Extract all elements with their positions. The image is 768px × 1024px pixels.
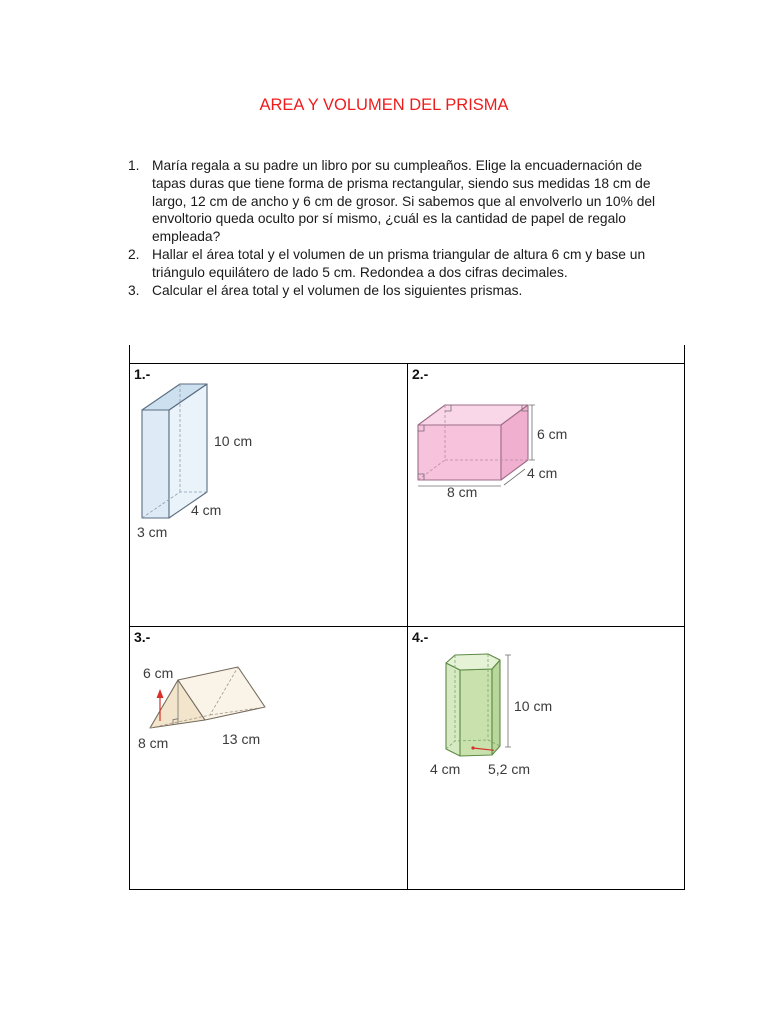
problem-text-line: empleada? (152, 229, 221, 245)
figure-2-depth-label: 4 cm (527, 465, 558, 481)
figure-4-height-dimension-line (505, 655, 511, 747)
problem-list (128, 157, 655, 299)
figure-2-height-dimension-line (529, 405, 535, 460)
figure-3-length-label: 13 cm (222, 731, 261, 747)
problem-number: 1. (128, 158, 140, 173)
table-cell-4 (407, 626, 685, 890)
figure-2 (408, 364, 684, 626)
figure-4-left-face (446, 663, 460, 756)
problem-text-line: tapas duras que tiene forma de prisma rectangular, siendo sus medidas 18 cm de (152, 175, 651, 191)
problem-item-1 (128, 157, 655, 246)
figure-4-base-center-dot (471, 746, 474, 749)
figure-3-height-label: 6 cm (143, 665, 174, 681)
figure-3-base-label: 8 cm (138, 735, 169, 751)
figure-4 (408, 627, 684, 889)
table-cell-3 (129, 626, 408, 890)
figure-2-front-face (418, 425, 501, 480)
figure-3-height-arrowhead (157, 689, 164, 698)
problem-text-line: Calcular el área total y el volumen de los siguientes prismas. (152, 282, 523, 298)
problem-item-2 (128, 246, 655, 282)
figure-2-length-label: 8 cm (447, 484, 478, 500)
problem-text-line: envoltorio queda oculto por sí mismo, ¿cuál es la cantidad de papel de regalo (152, 211, 626, 227)
figure-4-height-label: 10 cm (514, 698, 553, 714)
problem-number: 3. (128, 282, 140, 298)
problem-text-line: María regala a su padre un libro por su cumpleaños. Elige la encuadernación de (152, 158, 643, 173)
problem-item-3 (128, 282, 655, 300)
problem-text-line: largo, 12 cm de ancho y 6 cm de grosor. Si sabemos que al envolverlo un 10% del (152, 193, 656, 209)
figure-1 (130, 364, 407, 626)
problem-number: 2. (128, 246, 140, 262)
figure-1-width-label: 3 cm (137, 524, 168, 540)
figure-4-front-face (460, 669, 492, 756)
cell-label: 3.- (134, 629, 151, 645)
figure-2-height-label: 6 cm (537, 426, 568, 442)
cell-label: 1.- (134, 366, 151, 382)
figure-1-height-label: 10 cm (214, 433, 253, 449)
worksheet-title: AREA Y VOLUMEN DEL PRISMA (259, 96, 509, 114)
cell-label: 4.- (412, 629, 429, 645)
problem-text-line: Hallar el área total y el volumen de un prisma triangular de altura 6 cm y base un (152, 246, 646, 262)
cell-label: 2.- (412, 366, 429, 382)
figure-1-front-face (142, 410, 169, 518)
problem-text-line: triángulo equilátero de lado 5 cm. Redondea a dos cifras decimales. (152, 264, 568, 280)
figure-4-top-hexagon (446, 654, 500, 670)
figure-4-apothem-label: 5,2 cm (488, 761, 531, 777)
table-cell-1 (129, 363, 408, 627)
figure-4-right-face (492, 660, 500, 755)
figure-1-depth-label: 4 cm (191, 502, 222, 518)
figure-3 (130, 627, 407, 889)
table-header-row-cropped (129, 345, 685, 364)
table-cell-2 (407, 363, 685, 627)
figure-4-side-label: 4 cm (430, 761, 461, 777)
